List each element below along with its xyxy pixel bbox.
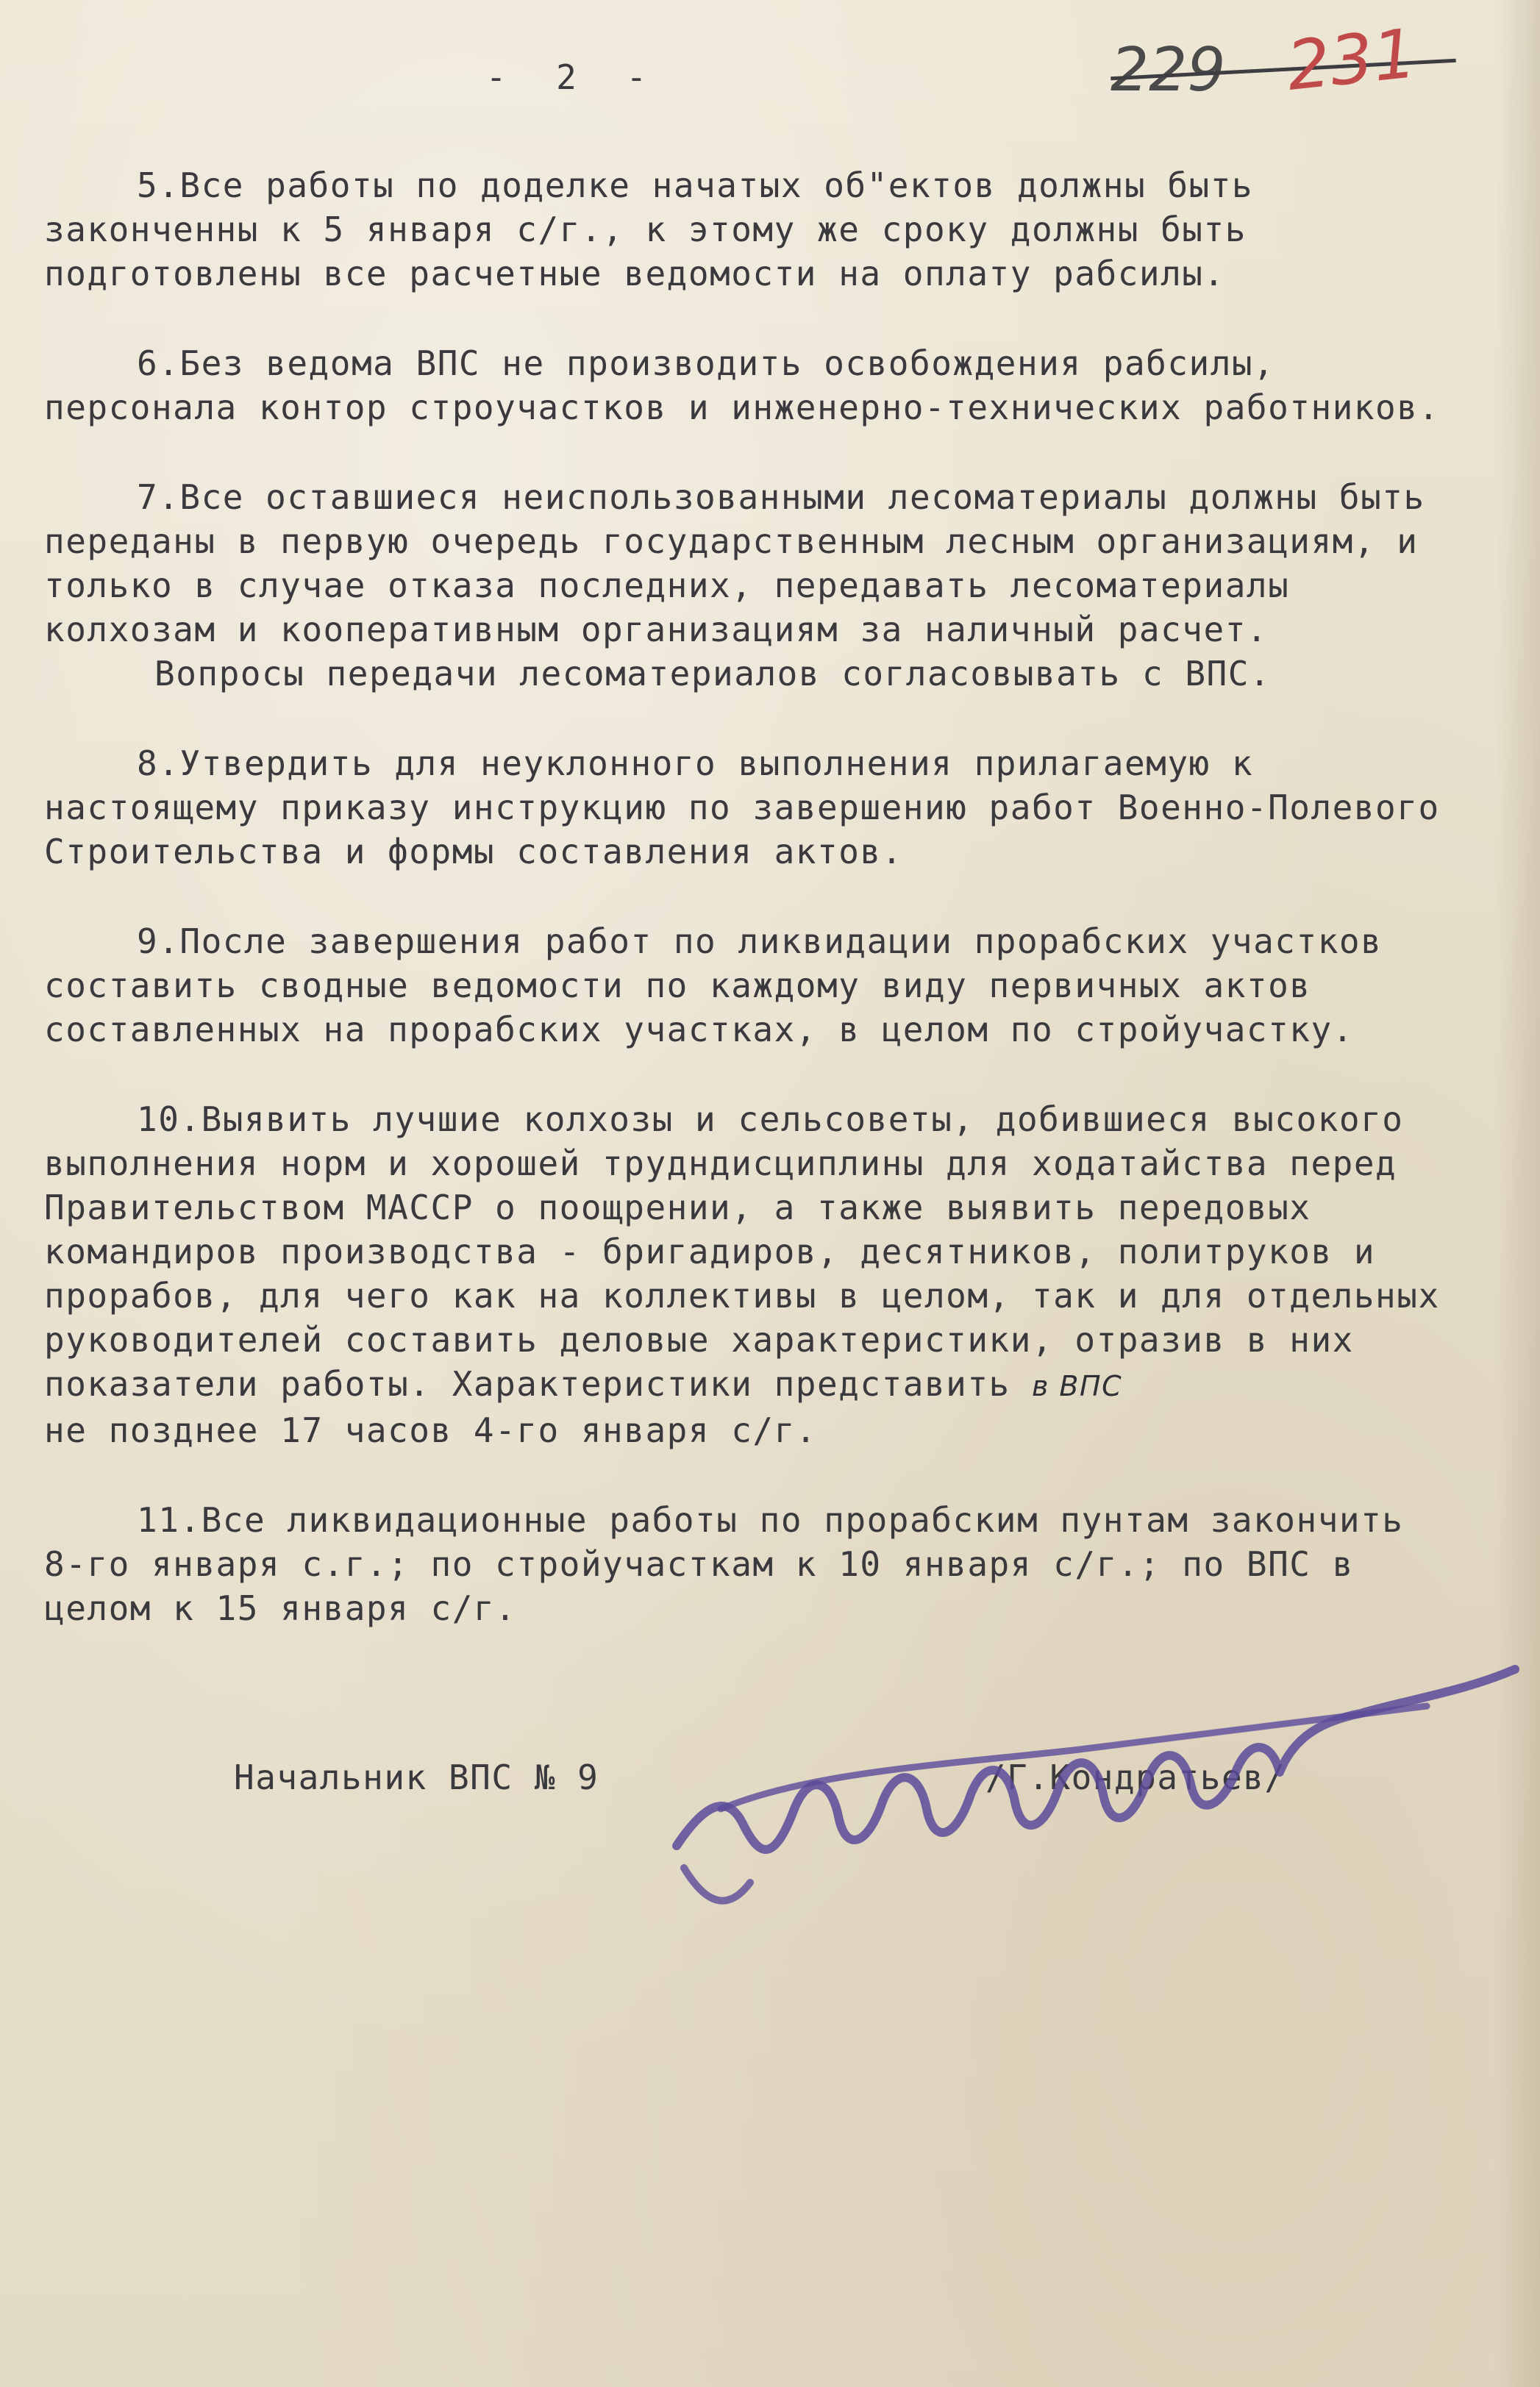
paragraph-11: 11.Все ликвидационные работы по прорабским пунтам закончить 8-го января с.г.; по стройучасткам к 10 января с/г.; по ВПС в целом к 15 января с/г. xyxy=(44,1500,1425,1628)
paragraph-5: 5.Все работы по доделке начатых об"ектов должны быть законченны к 5 января с/г., к этому же сроку должны быть подготовлены все расчетные ведомости на оплату рабсилы. xyxy=(44,165,1275,293)
paragraph-7: 7.Все оставшиеся неиспользованными лесоматериалы должны быть переданы в первую очередь государственным лесным организациям, и только в случае отказа последних, передавать лесоматериалы колхозам и кооперативным организациям за наличный расчет. xyxy=(44,477,1447,649)
signature-name: /Г.Кондратьев/ xyxy=(985,1758,1286,1797)
paragraph-10-deadline: не позднее 17 часов 4-го января с/г. xyxy=(44,1410,817,1450)
handwritten-signature xyxy=(662,1625,1530,1934)
paragraph-8: 8.Утвердить для неуклонного выполнения прилагаемую к настоящему приказу инструкцию по завершению работ Военно-Полевого Строительства и формы составления актов. xyxy=(44,743,1461,871)
paragraph-6: 6.Без ведома ВПС не производить освобождения рабсилы, персонала контор строучастков и инженерно-технических работников. xyxy=(44,343,1440,427)
document-body xyxy=(44,163,1461,1676)
signature-title: Начальник ВПС № 9 xyxy=(234,1758,599,1797)
paper-edge-shadow xyxy=(1496,0,1540,2387)
archive-number: 229 xyxy=(1111,35,1226,105)
paragraph-7-note: Вопросы передачи лесоматериалов согласовывать с ВПС. xyxy=(154,654,1272,693)
paragraph-10 xyxy=(44,1097,1461,1408)
paragraph-9: 9.После завершения работ по ликвидации прорабских участков составить сводные ведомости по каждому виду первичных актов составленных на прорабских участках, в целом по стройучастку. xyxy=(44,921,1404,1049)
paragraph-10-text: 10.Выявить лучшие колхозы и сельсоветы, добившиеся высокого выполнения норм и хорошей трудндисциплины для ходатайства перед Правительством МАССР о поощрении, а также выявить передовых командиров производства - бригадиров, десятников, политруков и прорабов, для чего как на коллективы в целом, так и для отдельных руководителей составить деловые характеристики, отразив в них показатели работы. Характеристики представить xyxy=(44,1099,1461,1404)
handwritten-note: в ВПС xyxy=(1031,1370,1123,1402)
archive-number-red: 231 xyxy=(1283,14,1420,106)
page-number: - 2 - xyxy=(485,57,662,97)
